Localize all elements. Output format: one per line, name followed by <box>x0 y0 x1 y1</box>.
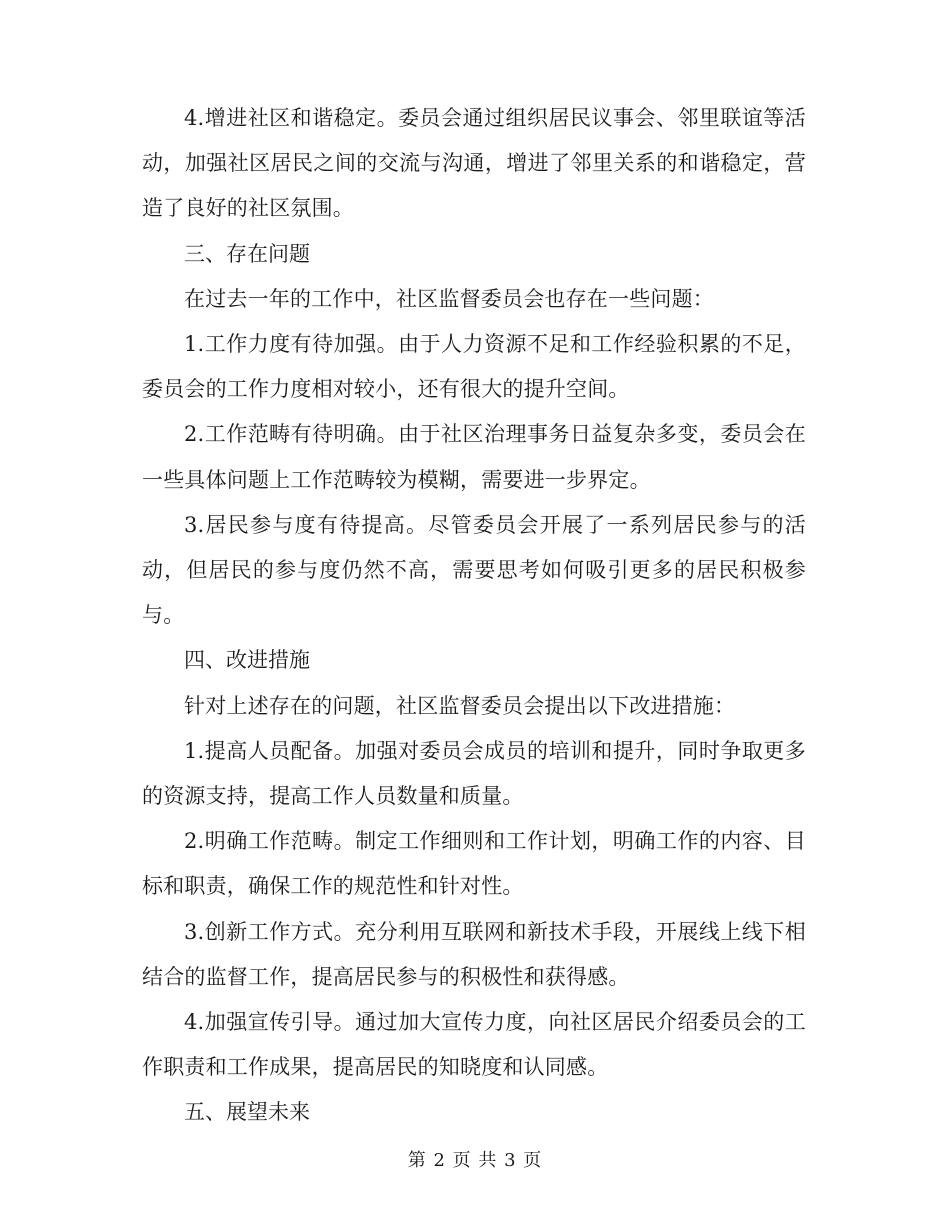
paragraph-problem-2: 2.工作范畴有待明确。由于社区治理事务日益复杂多变，委员会在一些具体问题上工作范畴较为模糊，需要进一步界定。 <box>142 422 806 492</box>
paragraph-improvement-3: 3.创新工作方式。充分利用互联网和新技术手段，开展线上线下相结合的监督工作，提高居民参与的积极性和获得感。 <box>142 919 806 989</box>
paragraph-improvements-intro: 针对上述存在的问题，社区监督委员会提出以下改进措施： <box>184 693 736 718</box>
paragraph-improvement-1: 1.提高人员配备。加强对委员会成员的培训和提升，同时争取更多的资源支持，提高工作人员数量和质量。 <box>142 738 806 809</box>
page-number-footer: 第 2 页 共 3 页 <box>407 1150 543 1171</box>
section-heading-improvements: 四、改进措施 <box>184 648 310 673</box>
paragraph-problem-3: 3.居民参与度有待提高。尽管委员会开展了一系列居民参与的活动，但居民的参与度仍然不高，需要思考如何吸引更多的居民积极参与。 <box>142 512 806 628</box>
paragraph-problem-1: 1.工作力度有待加强。由于人力资源不足和工作经验积累的不足，委员会的工作力度相对较小，还有很大的提升空间。 <box>142 332 806 402</box>
paragraph-improvement-2: 2.明确工作范畴。制定工作细则和工作计划，明确工作的内容、目标和职责，确保工作的规范性和针对性。 <box>142 829 806 899</box>
section-heading-outlook: 五、展望未来 <box>184 1100 310 1125</box>
document-body <box>142 96 806 1136</box>
paragraph-harmony: 4.增进社区和谐稳定。委员会通过组织居民议事会、邻里联谊等活动，加强社区居民之间的交流与沟通，增进了邻里关系的和谐稳定，营造了良好的社区氛围。 <box>142 106 806 221</box>
paragraph-improvement-4: 4.加强宣传引导。通过加大宣传力度，向社区居民介绍委员会的工作职责和工作成果，提高居民的知晓度和认同感。 <box>142 1010 806 1080</box>
paragraph-problems-intro: 在过去一年的工作中，社区监督委员会也存在一些问题： <box>184 286 714 311</box>
section-heading-problems: 三、存在问题 <box>184 241 310 266</box>
